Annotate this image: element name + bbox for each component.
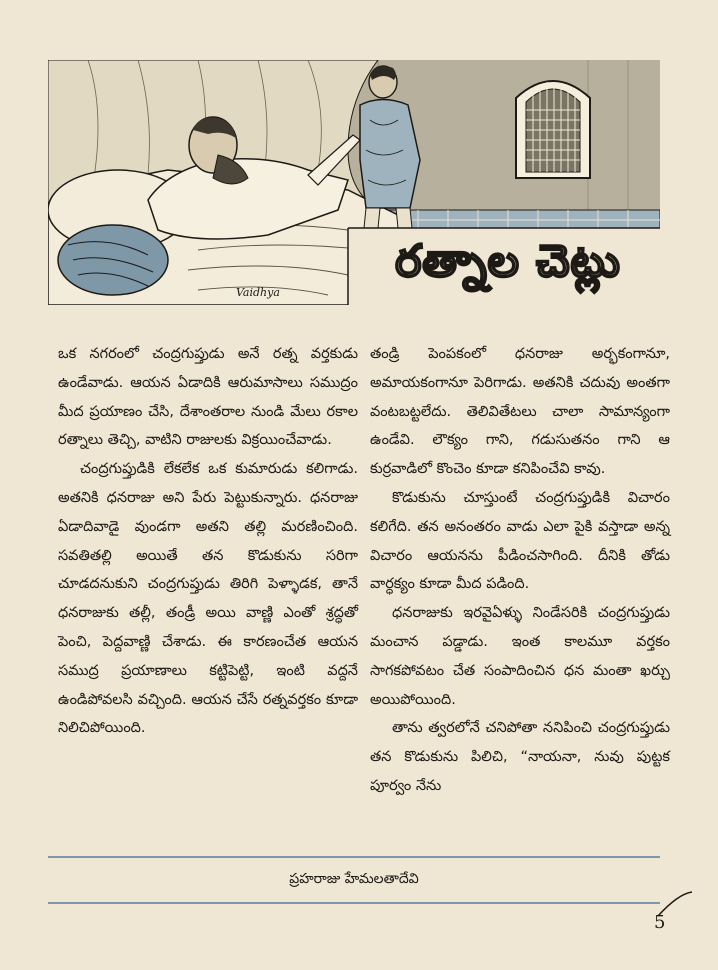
arched-window (516, 81, 590, 178)
paragraph: ధనరాజుకు ఇరవైఏళ్ళు నిండేసరికి చంద్రగుప్తుడు మంచాన పడ్డాడు. ఇంత కాలమూ వర్తకం సాగకపోవటం చేత సంపాదించిన ధన మంతా ఖర్చు అయిపోయింది. (370, 605, 670, 708)
page-number (648, 888, 698, 938)
author-name: ప్రహరాజు హేమలతాదేవి (289, 871, 419, 887)
artist-signature: Vaidhya (236, 286, 280, 299)
paragraph: తండ్రి పెంపకంలో ధనరాజు అర్భకంగానూ, అమాయకంగానూ పెరిగాడు. అతనికి చదువు అంతగా వంటబట్టలేదు. తెలివితేటలు చాలా సామాన్యంగా ఉండేవి. లౌక్యం గాని, గడుసుతనం గాని ఆ కుర్రవాడిలో కొంచెం కూడా కనిపించేవి కావు. (370, 346, 670, 478)
left-column (58, 340, 358, 743)
footer-divider-bottom (48, 902, 660, 904)
right-column (370, 340, 670, 801)
story-title: రత్నాల చెట్లు (395, 236, 621, 287)
page-number-text: 5 (654, 912, 666, 933)
paragraph: కొడుకును చూస్తుంటే చంద్రగుప్తుడికి విచారం కలిగేది. తన అనంతరం వాడు ఎలా పైకి వస్తాడా అన్న విచారం ఆయనను పీడించసాగింది. దీనికి తోడు వార్ధక్యం కూడా మీద పడింది. (370, 489, 670, 593)
paragraph: తాను త్వరలోనే చనిపోతా ననిపించి చంద్రగుప్తుడు తన కొడుకును పిలిచి, “నాయనా, నువు పుట్టక పూర్వం నేను (370, 720, 670, 794)
paragraph: చంద్రగుప్తుడికి లేకలేక ఒక కుమారుడు కలిగాడు. అతనికి ధనరాజు అని పేరు పెట్టుకున్నారు. ధనరాజు ఏడాదివాడై వుండగా అతని తల్లి మరణించింది. సవతితల్లి అయితే తన కొడుకును సరిగా చూడదనుకుని చంద్రగుప్తుడు తిరిగి పెళ్ళాడక, తానే ధనరాజుకు తల్లీ, తండ్రీ అయి వాణ్ణి ఎంతో శ్రద్ధతో పెంచి, పెద్దవాణ్ణి చేశాడు. ఈ కారణంచేత ఆయన సముద్ర ప్రయాణాలు కట్టిపెట్టి, ఇంటి వద్దనే ఉండిపోవలసి వచ్చింది. ఆయన చేసే రత్నవర్తకం కూడా నిలిచిపోయింది. (58, 461, 358, 737)
footer-divider-top (48, 856, 660, 858)
paragraph: ఒక నగరంలో చంద్రగుప్తుడు అనే రత్న వర్తకుడు ఉండేవాడు. ఆయన ఏడాదికి ఆరుమాసాలు సముద్రం మీద ప్రయాణం చేసి, దేశాంతరాల నుండి మేలు రకాల రత్నాలు తెచ్చి, వాటిని రాజులకు విక్రయించేవాడు. (58, 346, 358, 449)
